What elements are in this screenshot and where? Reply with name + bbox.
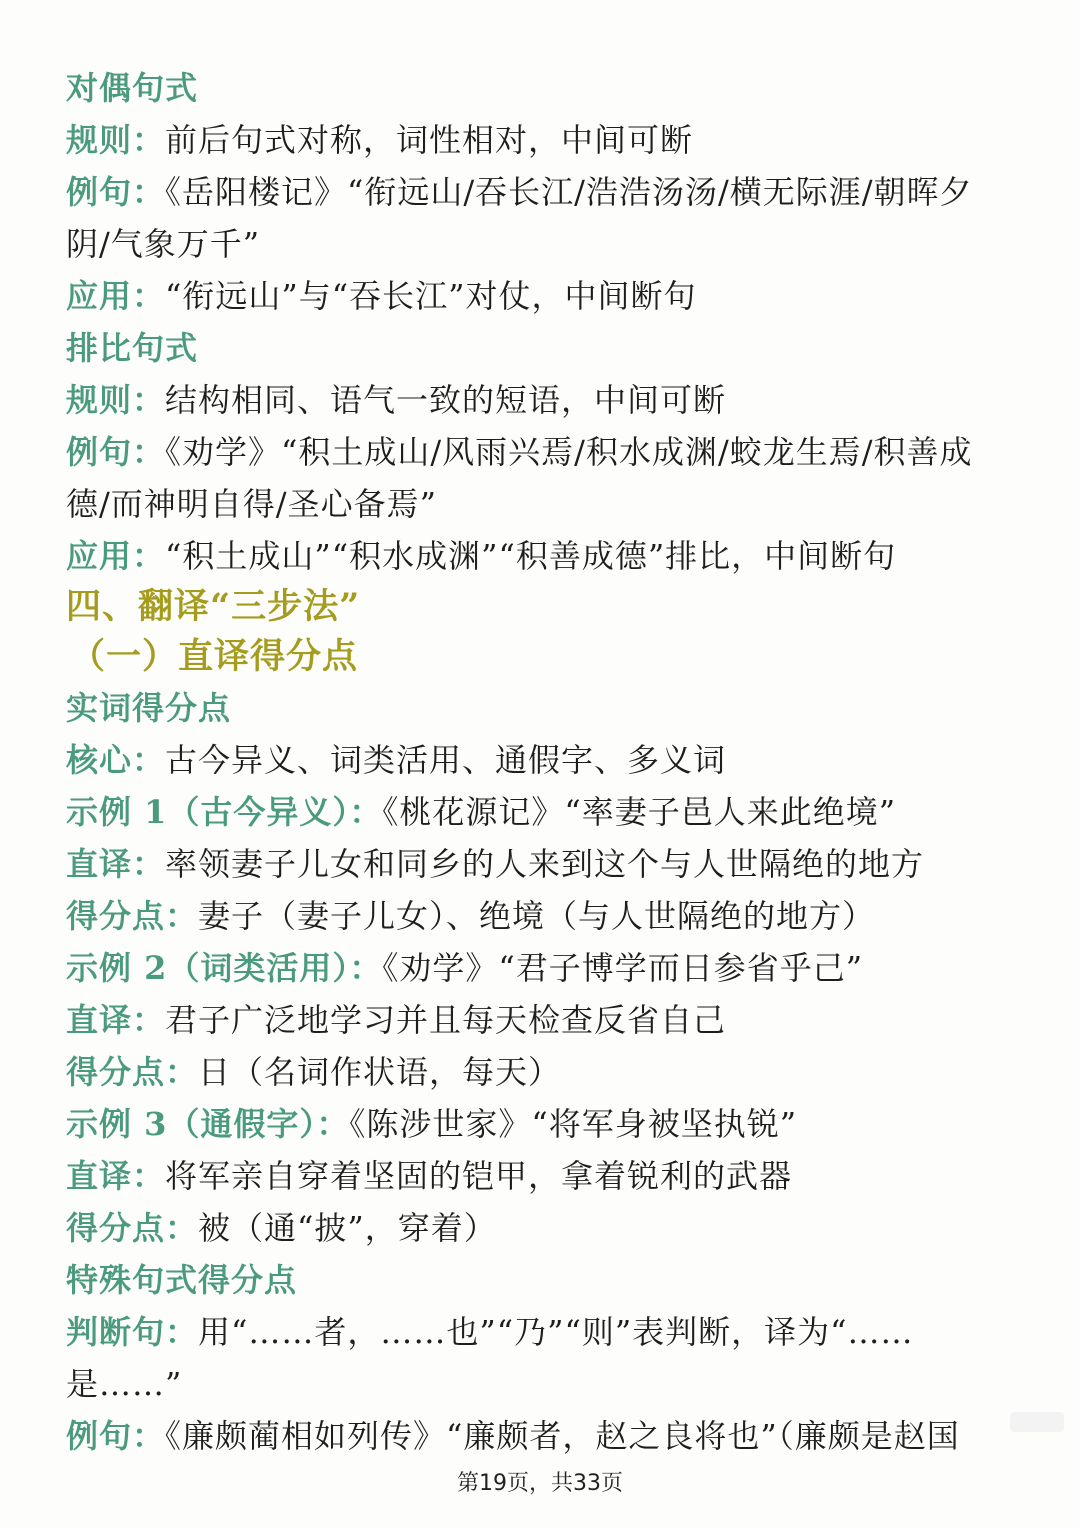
- sample-text: 《陈涉世家》“将军身被坚执锐”: [349, 1105, 798, 1143]
- watermark-badge: [1010, 1412, 1064, 1432]
- example-text: 《岳阳楼记》“衔远山/吞长江/浩浩汤汤/横无际涯/朝晖夕: [165, 173, 973, 211]
- sample-line: [66, 1098, 1066, 1150]
- judgement-text: 用“……者，……也”“乃”“则”表判断，译为“……: [198, 1313, 914, 1351]
- example-text: 《廉颇蔺相如列传》“廉颇者，赵之良将也”（廉颇是赵国: [165, 1417, 960, 1455]
- section-title-paibi: 排比句式: [66, 329, 199, 367]
- translation-text: 君子广泛地学习并且每天检查反省自己: [165, 1001, 727, 1039]
- core-label: 核心：: [66, 741, 166, 779]
- sample-label: 示例 3（通假字）：: [66, 1105, 350, 1143]
- translation-label: 直译：: [66, 1157, 166, 1195]
- core-text: 古今异义、词类活用、通假字、多义词: [165, 741, 727, 779]
- translation-text: 率领妻子儿女和同乡的人来到这个与人世隔绝的地方: [165, 845, 925, 883]
- application-line: [66, 530, 1066, 582]
- rule-label: 规则：: [66, 121, 166, 159]
- sample-label: 示例 1（古今异义）：: [66, 793, 383, 831]
- score-line: [66, 890, 1066, 942]
- rule-line: [66, 114, 1066, 166]
- rule-line: [66, 374, 1066, 426]
- sample-text: 《桃花源记》“率妻子邑人来此绝境”: [382, 793, 897, 831]
- application-label: 应用：: [66, 277, 166, 315]
- score-line: [66, 1202, 1066, 1254]
- example-label: 例句：: [66, 1417, 166, 1455]
- sample-line: [66, 786, 1066, 838]
- section-title-shici: 实词得分点: [66, 689, 232, 727]
- example-text: 《劝学》“积土成山/风雨兴焉/积水成渊/蛟龙生焉/积善成: [165, 433, 973, 471]
- core-line: [66, 734, 1066, 786]
- example-continuation: 阴/气象万千”: [66, 225, 261, 263]
- judgement-line: [66, 1306, 1066, 1358]
- translation-line: [66, 838, 1066, 890]
- rule-text: 结构相同、语气一致的短语，中间可断: [165, 381, 727, 419]
- example-line: [66, 166, 1066, 218]
- sample-label: 示例 2（词类活用）：: [66, 949, 383, 987]
- score-line: [66, 1046, 1066, 1098]
- application-line: [66, 270, 1066, 322]
- judgement-label: 判断句：: [66, 1313, 199, 1351]
- application-text: “衔远山”与“吞长江”对仗，中间断句: [165, 277, 697, 315]
- document-body: [66, 62, 1066, 1462]
- rule-text: 前后句式对称，词性相对，中间可断: [165, 121, 694, 159]
- translation-line: [66, 994, 1066, 1046]
- section-title-special: 特殊句式得分点: [66, 1261, 298, 1299]
- rule-label: 规则：: [66, 381, 166, 419]
- example-label: 例句：: [66, 173, 166, 211]
- translation-text: 将军亲自穿着坚固的铠甲，拿着锐利的武器: [165, 1157, 793, 1195]
- subsection-heading: （一）直译得分点: [70, 636, 359, 677]
- example-continuation: 德/而神明自得/圣心备焉”: [66, 485, 437, 523]
- score-text: 被（通“披”，穿着）: [198, 1209, 497, 1247]
- example-line: [66, 1410, 1066, 1462]
- application-text: “积土成山”“积水成渊”“积善成德”排比，中间断句: [165, 537, 897, 575]
- section-title-duiou: 对偶句式: [66, 69, 199, 107]
- example-label: 例句：: [66, 433, 166, 471]
- score-label: 得分点：: [66, 1209, 199, 1247]
- score-text: 日（名词作状语，每天）: [198, 1053, 562, 1091]
- page-footer: 第19页，共33页: [457, 1471, 623, 1496]
- translation-label: 直译：: [66, 845, 166, 883]
- judgement-continuation: 是……”: [66, 1365, 183, 1403]
- score-label: 得分点：: [66, 897, 199, 935]
- score-label: 得分点：: [66, 1053, 199, 1091]
- sample-text: 《劝学》“君子博学而日参省乎己”: [382, 949, 864, 987]
- score-text: 妻子（妻子儿女）、绝境（与人世隔绝的地方）: [198, 897, 876, 935]
- section-heading-translation: 四、翻译“三步法”: [66, 586, 361, 627]
- example-line: [66, 426, 1066, 478]
- application-label: 应用：: [66, 537, 166, 575]
- translation-label: 直译：: [66, 1001, 166, 1039]
- translation-line: [66, 1150, 1066, 1202]
- sample-line: [66, 942, 1066, 994]
